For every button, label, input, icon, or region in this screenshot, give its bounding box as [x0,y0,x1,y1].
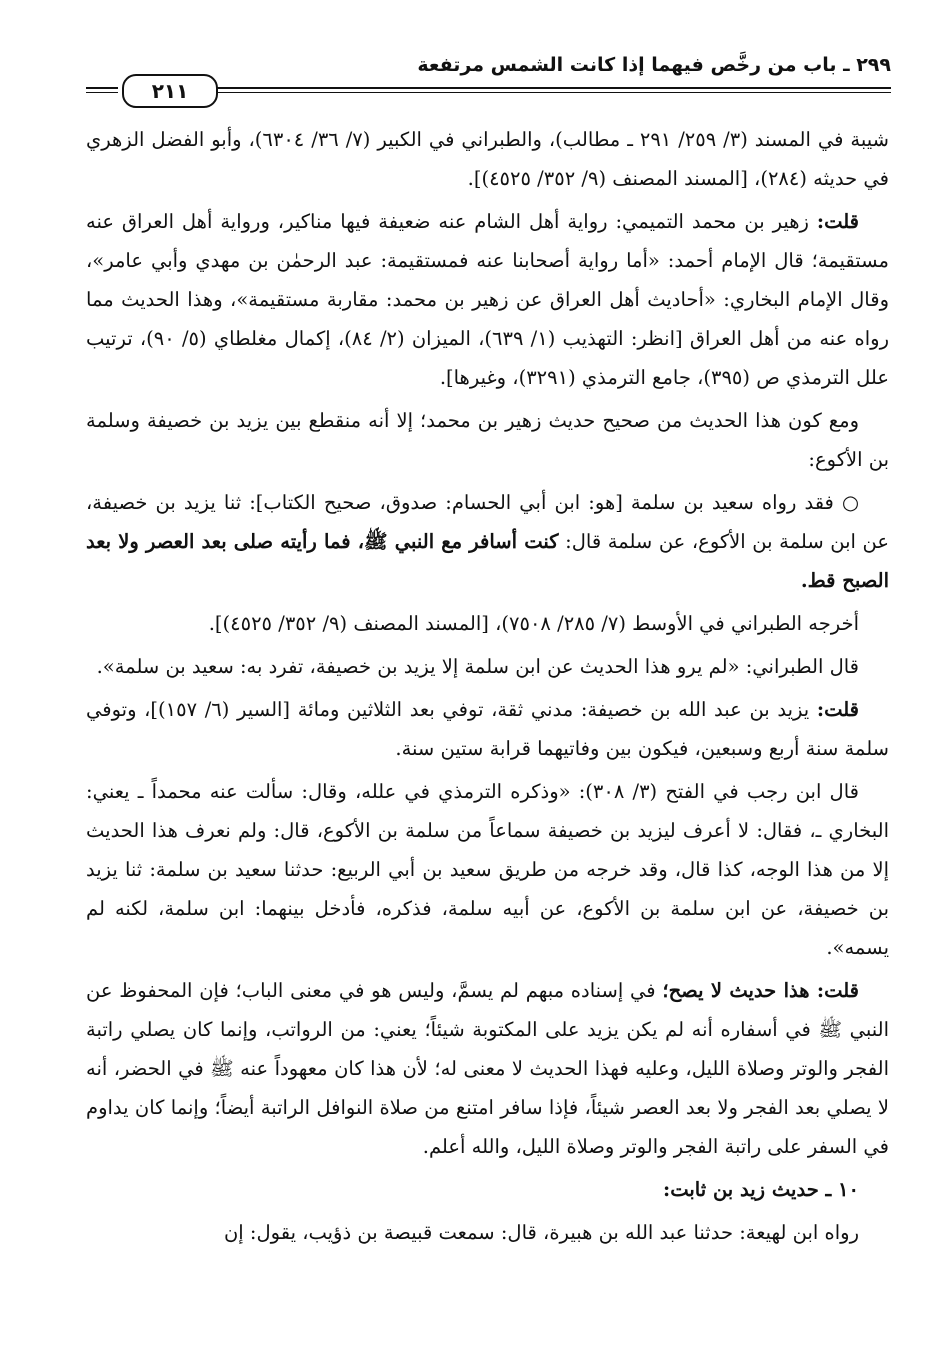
paragraph [86,690,889,768]
running-title: ٢٩٩ ـ باب من رخَّص فيهما إذا كانت الشمس مرتفعة [417,54,891,76]
paragraph [86,604,889,643]
paragraph-text: أخرجه الطبراني في الأوسط (٧/ ٢٨٥/ ٧٥٠٨)، [المسند المصنف (٩/ ٣٥٢/ ٤٥٢٥)]. [208,612,859,635]
paragraph-text: رواه ابن لهيعة: حدثنا عبد الله بن هبيرة، قال: سمعت قبيصة بن ذؤيب، يقول: إن [223,1221,859,1244]
page-header [86,40,891,103]
page-number-frame [122,74,218,108]
paragraph-text: قال ابن رجب في الفتح (٣/ ٣٠٨): «وذكره الترمذي في علله، وقال: سألت عنه محمداً ـ يعني: البخاري ـ، فقال: لا أعرف ليزيد بن خصيفة سماعاً من سلمة بن الأكوع، قال: ولم نعرف هذا الحديث إلا من هذا الوجه، كذا قال، وقد خرجه من طريق سعيد بن أبي الربيع: حدثنا سعيد بن سلمة: ثنا يزيد بن خصيفة، عن ابن سلمة بن الأكوع، عن أبيه سلمة، فذكره، فأدخل بينهما: ابن سلمة، لكنه لم يسمه». [86,780,889,959]
section-heading [86,1170,889,1209]
paragraph-text: ○ فقد رواه سعيد بن سلمة [هو: ابن أبي الحسام: صدوق، صحيح الكتاب]: ثنا يزيد بن خصيفة، عن ابن سلمة بن الأكوع، عن سلمة قال: [86,491,889,553]
paragraph-text: يزيد بن عبد الله بن خصيفة: مدني ثقة، توفي بعد الثلاثين ومائة [السير (٦/ ١٥٧)]، وتوفي سلمة سنة أربع وسبعين، فيكون بين وفاتيهما قرابة ستين سنة. [86,698,889,760]
lead-phrase: قلت: [816,210,859,233]
hadith-text: كنت أسافر مع النبي ﷺ، فما رأيته صلى بعد العصر ولا بعد الصبح قط. [86,530,889,592]
page-number: ٢١١ [151,79,189,103]
body-text [86,120,889,1256]
paragraph-text: ومع كون هذا الحديث من صحيح حديث زهير بن محمد؛ إلا أنه منقطع بين يزيد بن خصيفة وسلمة بن الأكوع: [86,409,889,471]
paragraph-text: زهير بن محمد التميمي: رواية أهل الشام عنه ضعيفة فيها مناكير، ورواية أهل العراق عنه مستقيمة؛ قال الإمام أحمد: «أما رواية أصحابنا عنه فمستقيمة: عبد الرحمٰن بن مهدي وأبي عامر»، وقال الإمام البخاري: «أحاديث أهل العراق عن زهير بن محمد: مقاربة مستقيمة»، وهذا الحديث مما رواه عنه من أهل العراق [انظر: التهذيب (١/ ٦٣٩)، الميزان (٢/ ٨٤)، إكمال مغلطاي (٥/ ٩٠)، ترتيب علل الترمذي ص (٣٩٥)، جامع الترمذي (٣٢٩١)، وغيرها]. [86,210,889,389]
lead-phrase: قلت: [816,698,859,721]
paragraph [86,971,889,1166]
paragraph-text: قال الطبراني: «لم يرو هذا الحديث عن ابن سلمة إلا يزيد بن خصيفة، تفرد به: سعيد بن سلمة». [96,655,859,678]
lead-phrase: قلت: هذا حديث لا يصح؛ [662,979,859,1002]
paragraph [86,483,889,600]
paragraph [86,401,889,479]
header-rule [216,87,891,93]
paragraph [86,120,889,198]
paragraph-text: شيبة في المسند (٣/ ٢٥٩/ ٢٩١ ـ مطالب)، والطبراني في الكبير (٧/ ٣٦/ ٦٣٠٤)، وأبو الفضل الزهري في حديثه (٢٨٤)، [المسند المصنف (٩/ ٣٥٢/ ٤٥٢٥)]. [86,128,889,190]
paragraph [86,202,889,397]
header-rule-left [86,87,118,93]
paragraph [86,1213,889,1252]
paragraph-text: في إسناده مبهم لم يسمَّ، وليس هو في معنى الباب؛ فإن المحفوظ عن النبي ﷺ في أسفاره أنه لم يكن يزيد على المكتوبة شيئاً؛ يعني: من الرواتب، وإنما كان يصلي راتبة الفجر والوتر وصلاة الليل، وعليه فهذا الحديث لا معنى له؛ لأن هذا كان معهوداً عنه ﷺ في الحضر، أنه لا يصلي بعد الفجر ولا بعد العصر شيئاً، فإذا سافر امتنع من صلاة النوافل الراتبة أيضاً؛ وإنما كان يداوم في السفر على راتبة الفجر والوتر وصلاة الليل، والله أعلم. [86,979,889,1158]
paragraph [86,772,889,967]
section-heading-text: ١٠ ـ حديث زيد بن ثابت: [663,1178,859,1201]
paragraph [86,647,889,686]
